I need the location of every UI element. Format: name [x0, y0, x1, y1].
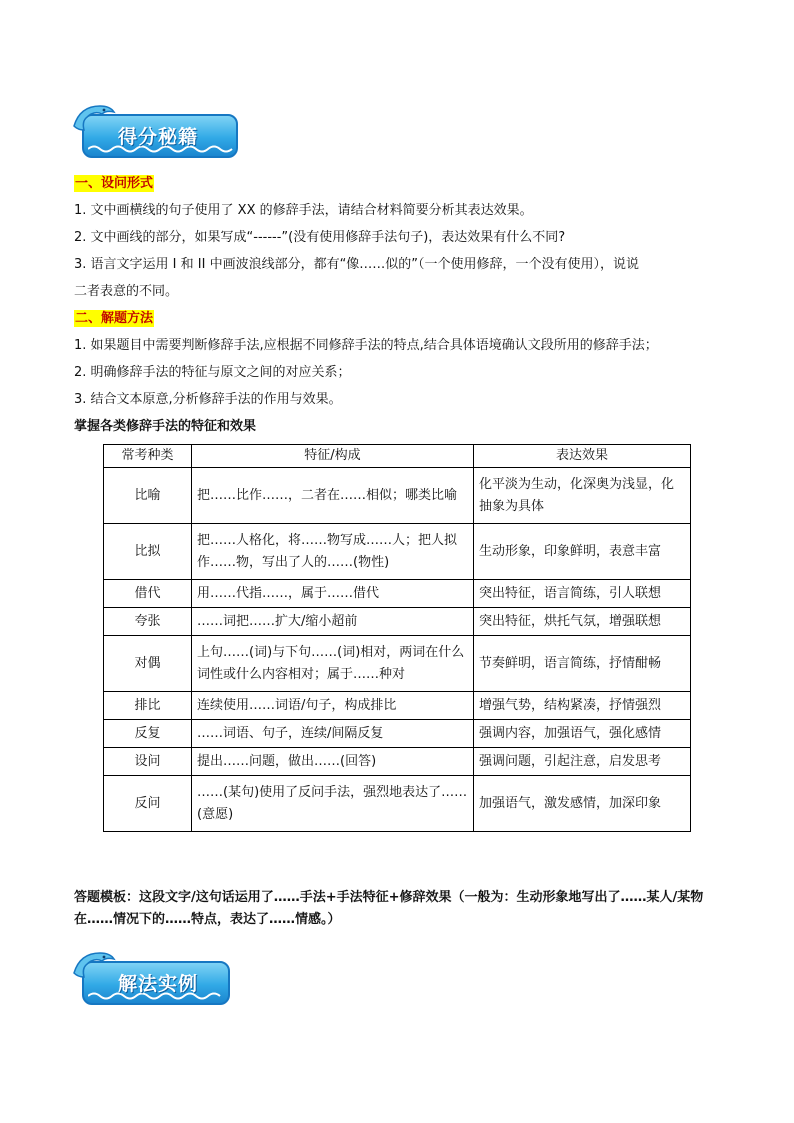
table-row: [104, 720, 691, 748]
rhetoric-table: [103, 444, 691, 832]
table-row: [104, 468, 691, 524]
table-row: [104, 636, 691, 692]
cell-type: 对偶: [104, 636, 192, 692]
cell-feature: ……词把……扩大/缩小超前: [192, 608, 474, 636]
list-item-continuation: 二者表意的不同。: [74, 284, 179, 299]
cell-type: 比喻: [104, 468, 192, 524]
banner-defen-miji: [78, 114, 238, 158]
list-item: 2. 明确修辞手法的特征与原文之间的对应关系；: [74, 365, 351, 380]
cell-effect: 强调问题，引起注意，启发思考: [474, 748, 691, 776]
column-header-effect: 表达效果: [474, 445, 691, 468]
column-header-feature: 特征/构成: [192, 445, 474, 468]
table-header-row: [104, 445, 691, 468]
cell-type: 设问: [104, 748, 192, 776]
table-row: [104, 524, 691, 580]
cell-effect: 突出特征，烘托气氛，增强联想: [474, 608, 691, 636]
list-item: 1. 如果题目中需要判断修辞手法,应根据不同修辞手法的特点,结合具体语境确认文段所用的修辞手法；: [74, 338, 658, 353]
cell-effect: 增强气势，结构紧凑，抒情强烈: [474, 692, 691, 720]
cell-type: 夸张: [104, 608, 192, 636]
list-item: 3. 语言文字运用 I 和 II 中画波浪线部分，都有“像……似的”（一个使用修辞，一个没有使用），说说: [74, 257, 640, 272]
cell-feature: 提出……问题，做出……(回答): [192, 748, 474, 776]
banner-label: 得分秘籍: [118, 126, 199, 148]
answer-template: 答题模板：这段文字/这句话运用了……手法+手法特征+修辞效果（一般为：生动形象地写出了……某人/某物在……情况下的……特点，表达了……情感。）: [74, 890, 704, 927]
list-item: 2. 文中画线的部分，如果写成“------”(没有使用修辞手法句子)，表达效果有什么不同?: [74, 230, 566, 245]
dolphin-icon: [70, 947, 116, 983]
banner-label: 解法实例: [118, 973, 199, 995]
cell-feature: ……(某句)使用了反问手法，强烈地表达了……(意愿): [192, 776, 474, 832]
cell-feature: 上句……(词)与下句……(词)相对，两词在什么词性或什么内容相对；属于……种对: [192, 636, 474, 692]
cell-effect: 强调内容，加强语气，强化感情: [474, 720, 691, 748]
column-header-type: 常考种类: [104, 445, 192, 468]
dolphin-icon: [70, 100, 116, 136]
cell-effect: 生动形象，印象鲜明，表意丰富: [474, 524, 691, 580]
cell-type: 反问: [104, 776, 192, 832]
cell-feature: 把……比作……，二者在……相似；哪类比喻: [192, 468, 474, 524]
cell-type: 反复: [104, 720, 192, 748]
cell-feature: ……词语、句子，连续/间隔反复: [192, 720, 474, 748]
list-item: 1. 文中画横线的句子使用了 XX 的修辞手法，请结合材料简要分析其表达效果。: [74, 203, 533, 218]
list-item: 3. 结合文本原意,分析修辞手法的作用与效果。: [74, 392, 342, 407]
cell-type: 借代: [104, 580, 192, 608]
cell-type: 比拟: [104, 524, 192, 580]
table-row: [104, 748, 691, 776]
cell-effect: 节奏鲜明，语言简练，抒情酣畅: [474, 636, 691, 692]
cell-effect: 化平淡为生动，化深奥为浅显，化抽象为具体: [474, 468, 691, 524]
table-row: [104, 776, 691, 832]
banner-jiefa-shili: [78, 961, 230, 1005]
section-heading-solving-method: 二、解题方法: [75, 311, 154, 326]
table-caption: 掌握各类修辞手法的特征和效果: [74, 419, 257, 434]
cell-type: 排比: [104, 692, 192, 720]
cell-feature: 把……人格化，将……物写成……人；把人拟作……物，写出了人的……(物性): [192, 524, 474, 580]
cell-effect: 突出特征，语言简练，引人联想: [474, 580, 691, 608]
cell-feature: 用……代指……，属于……借代: [192, 580, 474, 608]
table-row: [104, 608, 691, 636]
table-row: [104, 692, 691, 720]
cell-effect: 加强语气，激发感情，加深印象: [474, 776, 691, 832]
table-row: [104, 580, 691, 608]
cell-feature: 连续使用……词语/句子，构成排比: [192, 692, 474, 720]
section-heading-question-forms: 一、设问形式: [75, 176, 154, 191]
